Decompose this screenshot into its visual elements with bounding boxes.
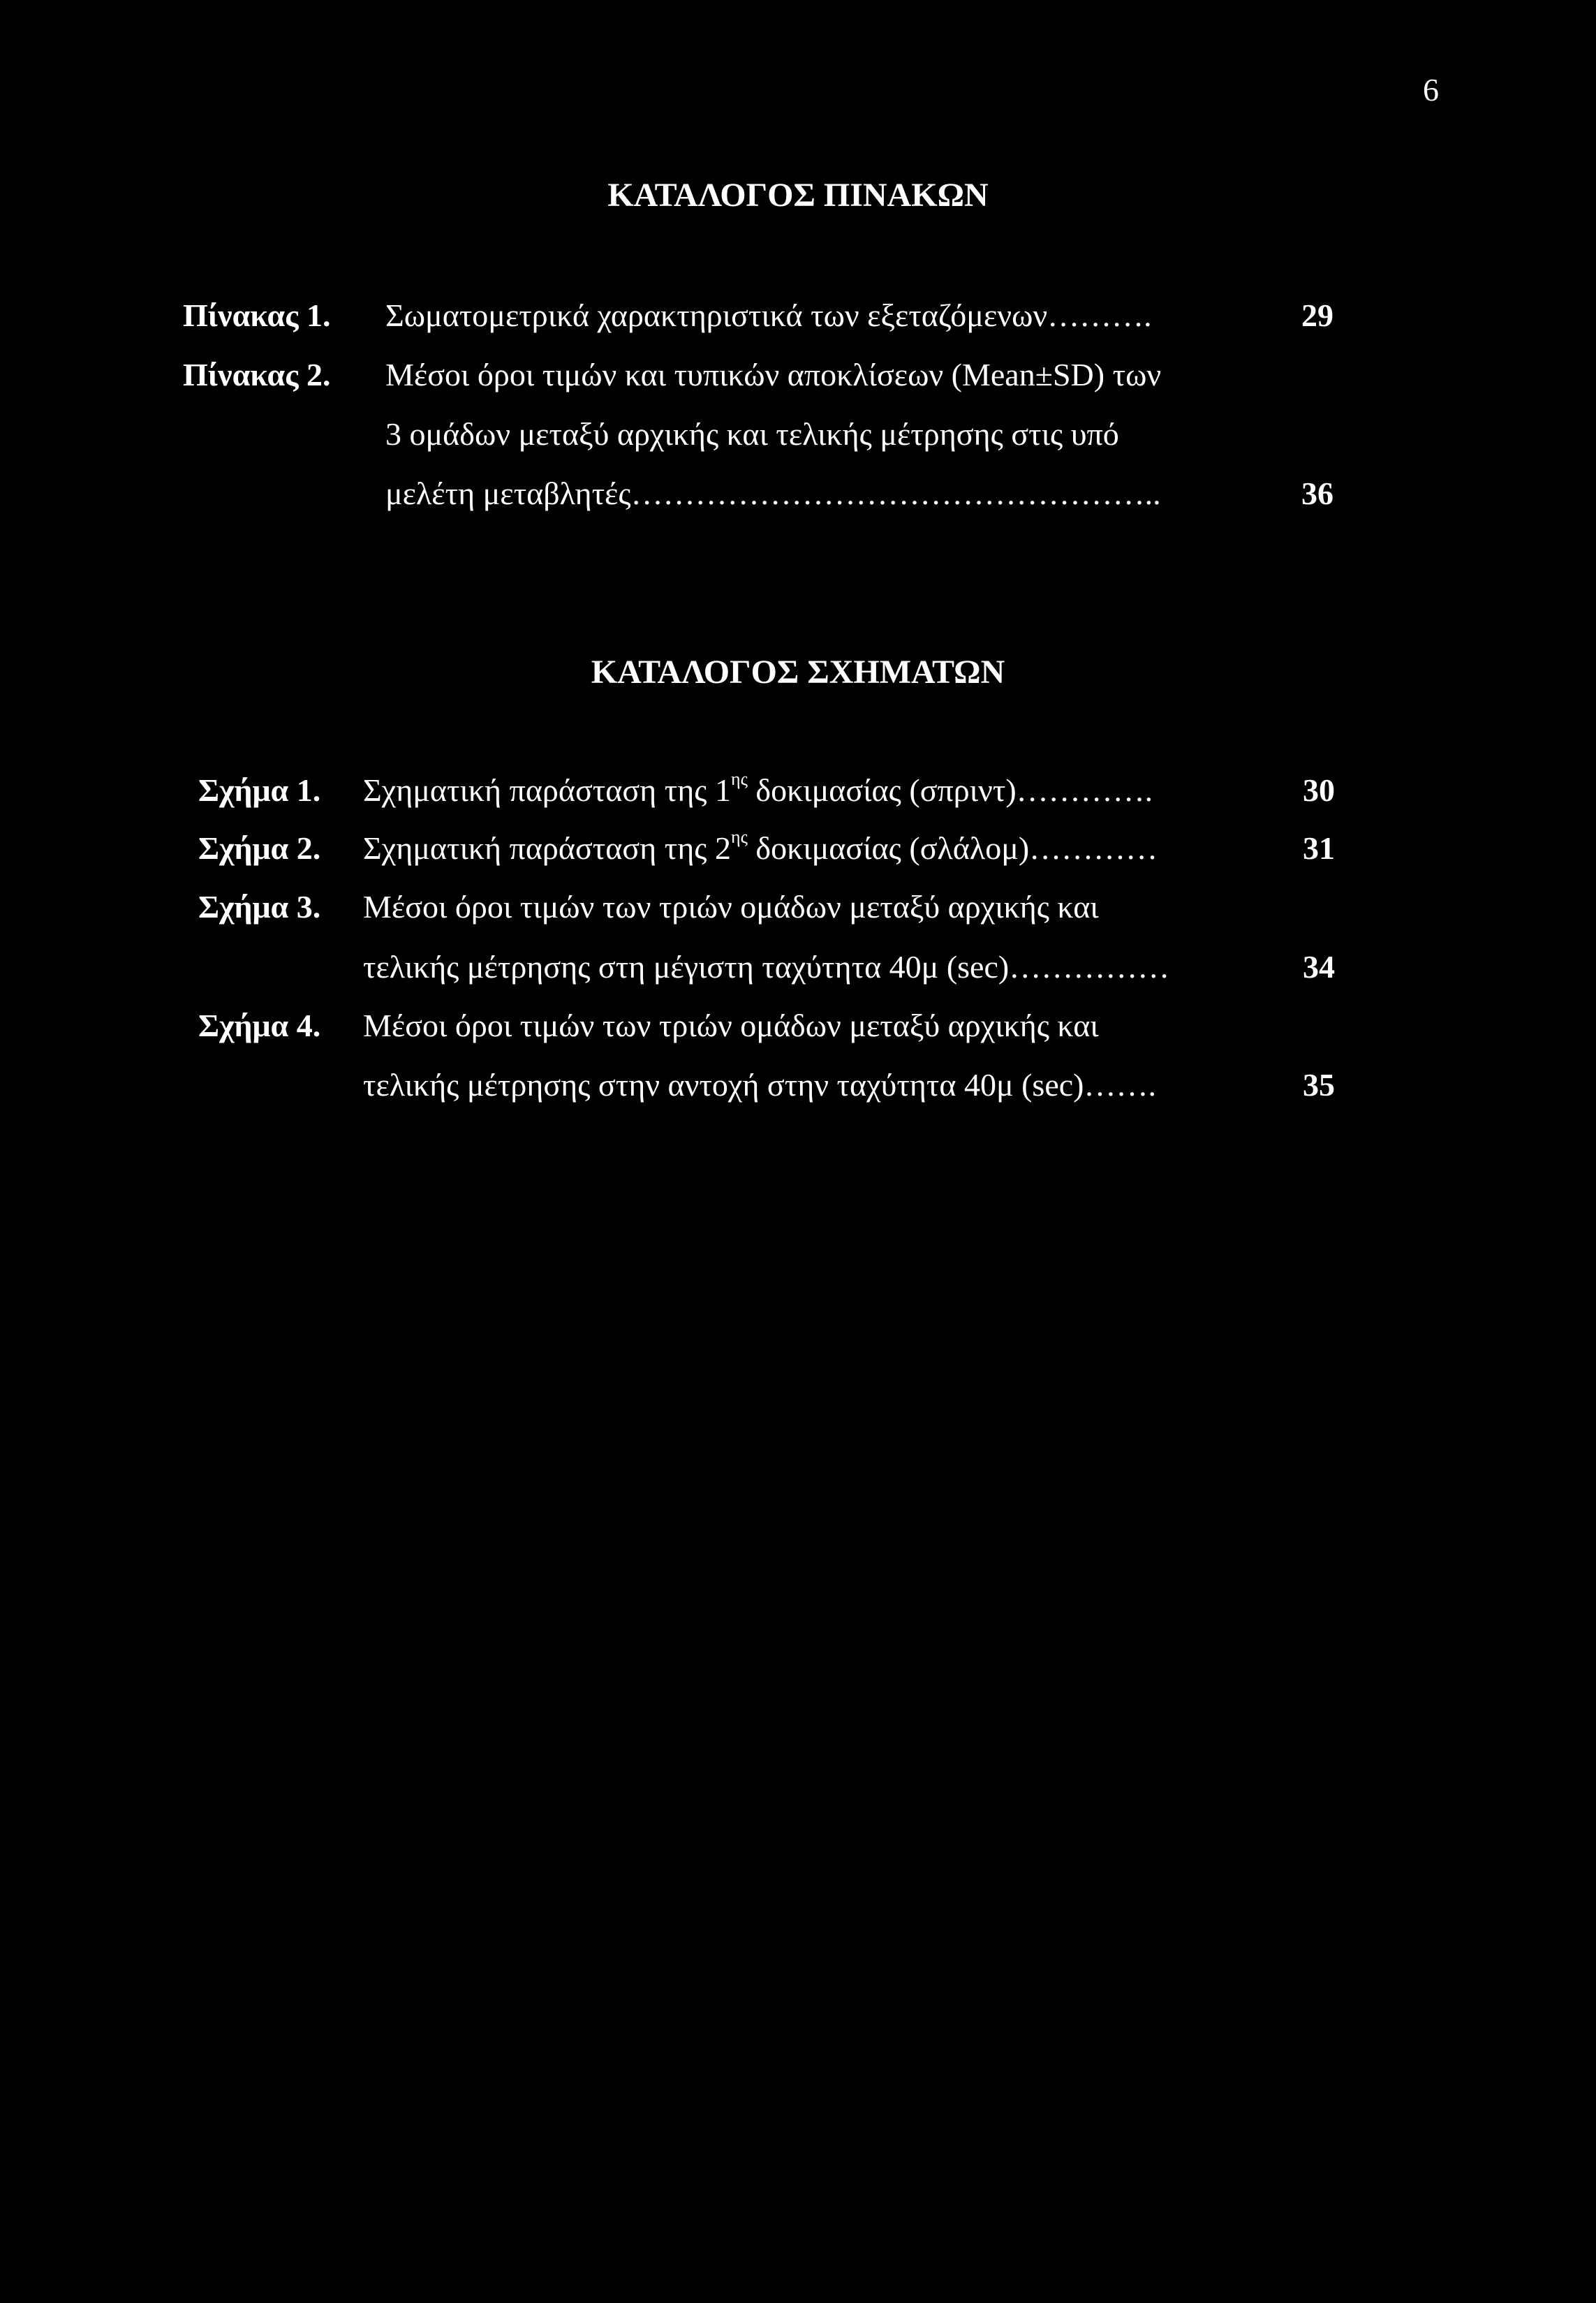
table-entry-page: 36: [1301, 476, 1333, 511]
table-entry-page: 29: [1301, 297, 1333, 333]
figure-entry-title-line: [363, 769, 1153, 809]
figure-entry-label: Σχήμα 2.: [198, 830, 321, 866]
figure-entry-title-line: [363, 827, 1158, 867]
table-entry-title-line: μελέτη μεταβλητές…………………………………………..: [385, 476, 1161, 511]
tables-list-heading: ΚΑΤΑΛΟΓΟΣ ΠΙΝΑΚΩΝ: [607, 177, 989, 214]
figure-entry-title-end: δοκιμασίας (σλάλομ)…………: [747, 830, 1158, 866]
figure-entry-title-end: δοκιμασίας (σπριντ)………….: [747, 772, 1153, 808]
figure-entry-title-line: τελικής μέτρησης στην αντοχή στην ταχύτητα 40μ (sec)…….: [363, 1067, 1156, 1103]
figure-entry-page: 35: [1303, 1067, 1335, 1103]
figure-entry-title-start: Σχηματική παράσταση της 1: [363, 772, 731, 808]
page-number: 6: [1423, 72, 1439, 108]
table-entry-title-line: 3 ομάδων μεταξύ αρχικής και τελικής μέτρησης στις υπό: [385, 416, 1119, 452]
figures-list-heading: ΚΑΤΑΛΟΓΟΣ ΣΧΗΜΑΤΩΝ: [591, 654, 1005, 691]
figure-entry-page: 34: [1303, 949, 1335, 985]
figure-entry-label: Σχήμα 3.: [198, 889, 321, 925]
ordinal-suffix: ης: [730, 769, 748, 789]
figure-entry-title-line: Μέσοι όροι τιμών των τριών ομάδων μεταξύ αρχικής και: [363, 1008, 1099, 1043]
ordinal-suffix: ης: [730, 827, 748, 847]
figure-entry-page: 30: [1303, 772, 1335, 808]
figure-entry-title-start: Σχηματική παράσταση της 2: [363, 830, 731, 866]
table-entry-label: Πίνακας 2.: [183, 357, 331, 392]
figure-entry-label: Σχήμα 1.: [198, 772, 321, 808]
table-entry-label: Πίνακας 1.: [183, 297, 331, 333]
figure-entry-label: Σχήμα 4.: [198, 1008, 321, 1043]
figure-entry-title-line: τελικής μέτρησης στη μέγιστη ταχύτητα 40μ (sec)……………: [363, 949, 1170, 985]
table-entry-title-line: Σωματομετρικά χαρακτηριστικά των εξεταζόμενων……….: [385, 297, 1152, 333]
figure-entry-page: 31: [1303, 830, 1335, 866]
figure-entry-title-line: Μέσοι όροι τιμών των τριών ομάδων μεταξύ αρχικής και: [363, 889, 1099, 925]
table-entry-title-line: Μέσοι όροι τιμών και τυπικών αποκλίσεων (Mean±SD) των: [385, 357, 1162, 392]
